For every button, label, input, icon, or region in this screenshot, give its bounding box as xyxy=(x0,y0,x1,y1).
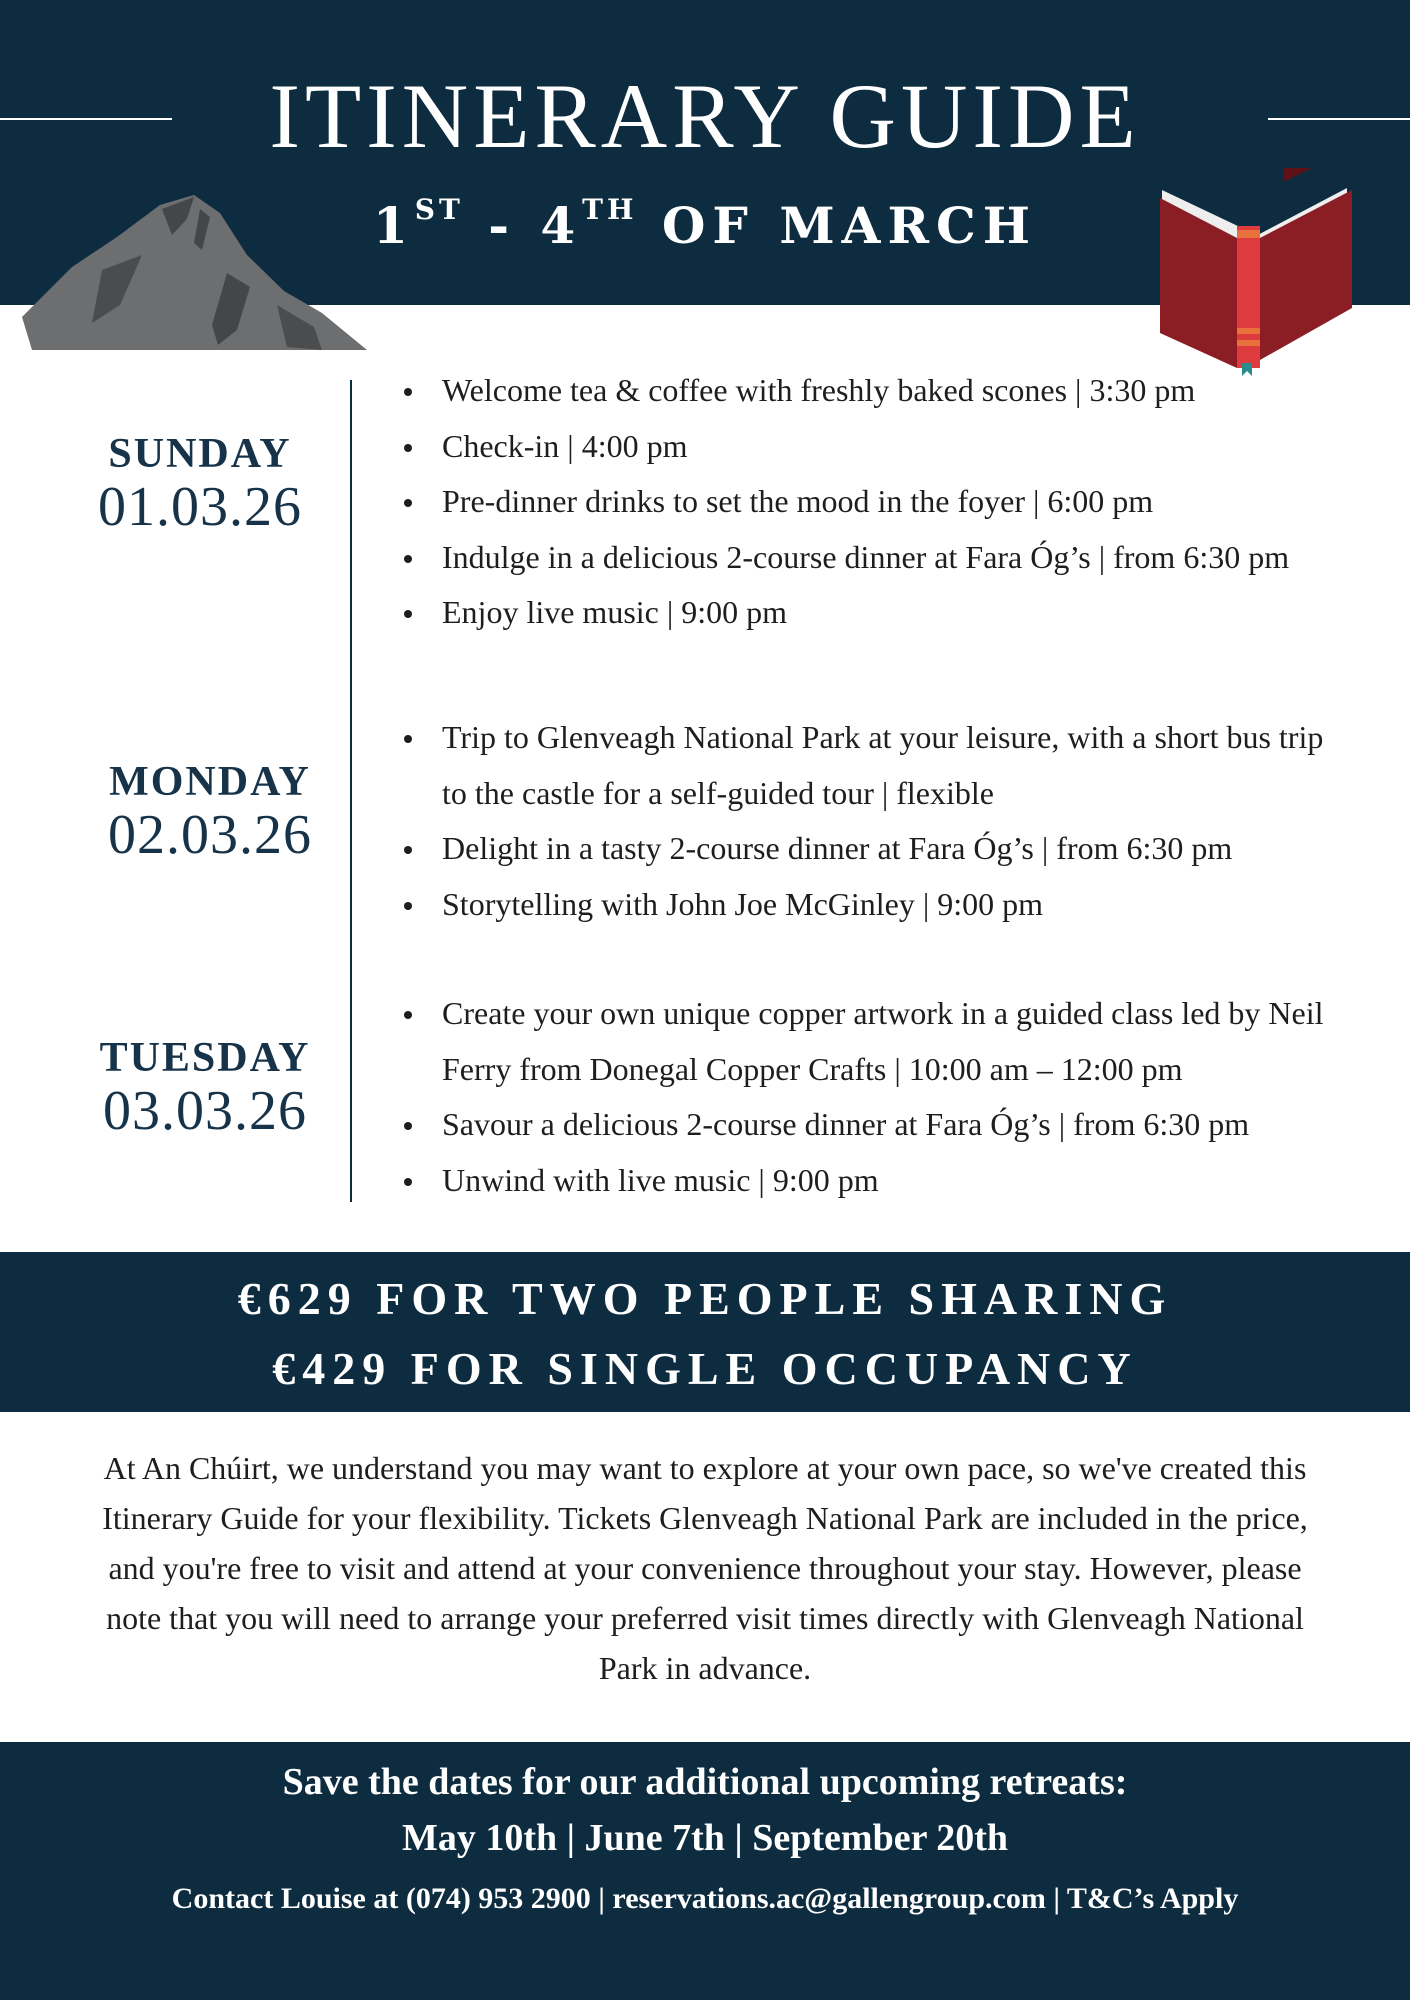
day-label-tuesday xyxy=(35,1034,375,1141)
description-paragraph: At An Chúirt, we understand you may want to explore at your own pace, so we've created this Itinerary Guide for your flexibility. Tickets Glenveagh National Park are included in the price, and you're free to visit and attend at your convenience throughout your stay. However, please note that you will need to arrange your preferred visit times directly with Glenveagh National Park in advance. xyxy=(102,1450,1308,1686)
book-icon xyxy=(1152,168,1362,378)
day-date: 02.03.26 xyxy=(108,804,312,866)
day-label-monday xyxy=(40,758,380,865)
monday-event-list xyxy=(394,710,1334,932)
sunday-event-list xyxy=(394,363,1404,641)
price-two-sharing: €629 FOR TWO PEOPLE SHARING xyxy=(237,1273,1173,1324)
tuesday-event-list xyxy=(394,986,1384,1208)
list-item: Storytelling with John Joe McGinley | 9:00 pm xyxy=(394,877,1334,933)
day-date: 01.03.26 xyxy=(98,476,302,538)
day-date: 03.03.26 xyxy=(103,1080,307,1142)
day-name: SUNDAY xyxy=(108,431,292,477)
mountain-icon xyxy=(22,195,372,355)
list-item: Unwind with live music | 9:00 pm xyxy=(394,1153,1384,1209)
list-item: Savour a delicious 2-course dinner at Fara Óg’s | from 6:30 pm xyxy=(394,1097,1384,1153)
page-title: ITINERARY GUIDE xyxy=(269,65,1141,167)
day-name: MONDAY xyxy=(109,759,311,805)
list-item: Welcome tea & coffee with freshly baked scones | 3:30 pm xyxy=(394,363,1404,419)
day-label-sunday xyxy=(30,430,370,537)
date-range-subtitle: 1ST - 4TH OF MARCH xyxy=(372,193,1038,255)
list-item: Enjoy live music | 9:00 pm xyxy=(394,585,1404,641)
pricing-banner xyxy=(0,1252,1410,1412)
list-item: Indulge in a delicious 2-course dinner at Fara Óg’s | from 6:30 pm xyxy=(394,530,1404,586)
retreat-dates: May 10th | June 7th | September 20th xyxy=(401,1817,1009,1859)
price-single: €429 FOR SINGLE OCCUPANCY xyxy=(272,1343,1138,1394)
list-item: Create your own unique copper artwork in a guided class led by Neil Ferry from Donegal Copper Crafts | 10:00 am – 12:00 pm xyxy=(394,986,1384,1097)
retreats-heading: Save the dates for our additional upcoming retreats: xyxy=(282,1761,1128,1803)
footer-banner xyxy=(0,1742,1410,2000)
day-name: TUESDAY xyxy=(99,1035,311,1081)
list-item: Trip to Glenveagh National Park at your leisure, with a short bus trip to the castle for a self-guided tour | flexible xyxy=(394,710,1334,821)
list-item: Delight in a tasty 2-course dinner at Fara Óg’s | from 6:30 pm xyxy=(394,821,1334,877)
contact-line: Contact Louise at (074) 953 2900 | reservations.ac@gallengroup.com | T&C’s Apply xyxy=(171,1882,1239,1915)
list-item: Check-in | 4:00 pm xyxy=(394,419,1404,475)
list-item: Pre-dinner drinks to set the mood in the foyer | 6:00 pm xyxy=(394,474,1404,530)
